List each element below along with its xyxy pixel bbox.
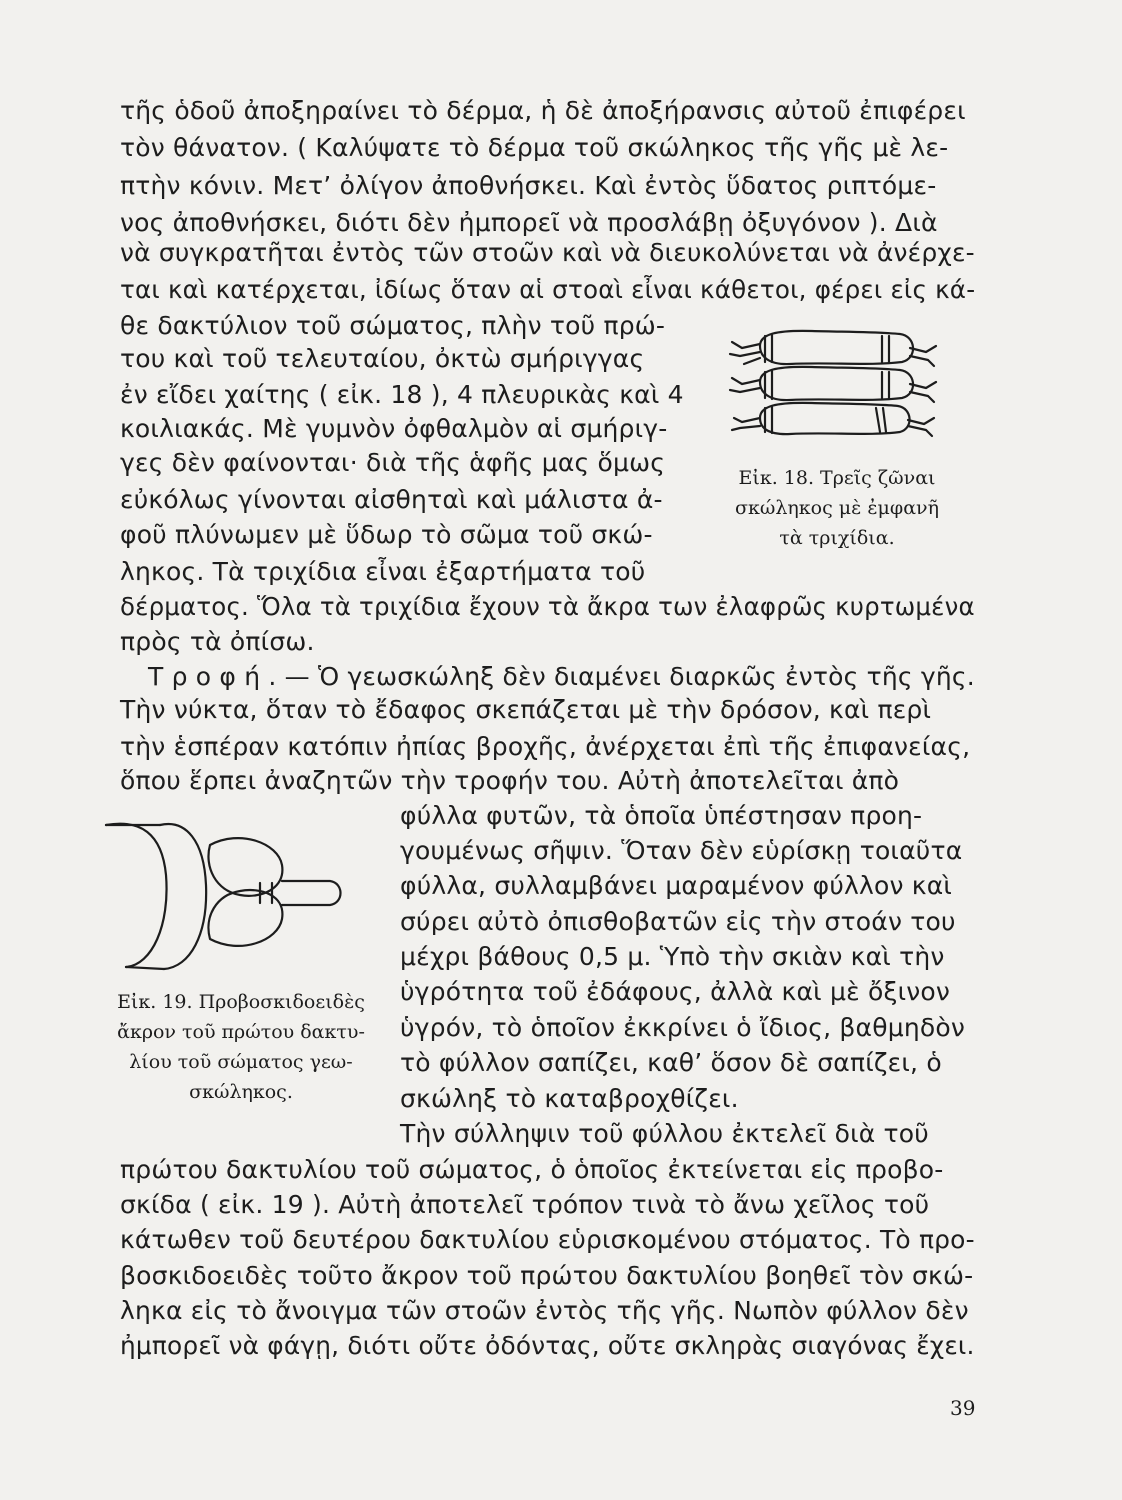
text-line: κοιλιακάς. Μὲ γυμνὸν ὀφθαλμὸν αἱ σμήριγ-	[120, 414, 668, 443]
page-number: 39	[950, 1396, 976, 1420]
figure-19-caption-line: ἄκρον τοῦ πρώτου δακτυ-	[117, 1021, 365, 1043]
text-line: γες δὲν φαίνονται· διὰ τῆς ἁφῆς μας ὅμως	[120, 448, 666, 477]
text-line: πρώτου δακτυλίου τοῦ σώματος, ὁ ὁποῖος ἐκτείνεται εἰς προβο-	[120, 1155, 944, 1184]
text-line: σκώληξ τὸ καταβροχθίζει.	[400, 1084, 739, 1113]
section-heading-line: Τ ρ ο φ ή . — Ὁ γεωσκώληξ δὲν διαμένει διαρκῶς ἐντὸς τῆς γῆς.	[148, 662, 975, 691]
figure-18-caption-line: Εἰκ. 18. Τρεῖς ζῶναι	[738, 467, 936, 489]
text-line: Τὴν σύλληψιν τοῦ φύλλου ἐκτελεῖ διὰ τοῦ	[400, 1119, 929, 1148]
text-line: τὸν θάνατον. ( Καλύψατε τὸ δέρμα τοῦ σκώληκος τῆς γῆς μὲ λε-	[120, 133, 949, 162]
text-line: ὑγρότητα τοῦ ἐδάφους, ἀλλὰ καὶ μὲ ὄξινον	[400, 977, 951, 1006]
text-line: σύρει αὐτὸ ὀπισθοβατῶν εἰς τὴν στοάν του	[400, 907, 956, 936]
text-line: τὴν ἑσπέραν κατόπιν ἠπίας βροχῆς, ἀνέρχεται ἐπὶ τῆς ἐπιφανείας,	[120, 732, 971, 761]
text-line: ληκος. Τὰ τριχίδια εἶναι ἐξαρτήματα τοῦ	[120, 557, 646, 586]
text-line: γουμένως σῆψιν. Ὅταν δὲν εὑρίσκῃ τοιαῦτα	[400, 836, 963, 865]
text-line: τῆς ὁδοῦ ἀποξηραίνει τὸ δέρμα, ἡ δὲ ἀποξήρανσις αὐτοῦ ἐπιφέρει	[120, 96, 966, 125]
text-line: ἐν εἴδει χαίτης ( εἰκ. 18 ), 4 πλευρικὰς καὶ 4	[120, 380, 684, 409]
text-line: φύλλα, συλλαμβάνει μαραμένον φύλλον καὶ	[400, 871, 953, 900]
text-line: εὐκόλως γίνονται αἰσθηταὶ καὶ μάλιστα ἀ-	[120, 485, 663, 514]
text-line: κάτωθεν τοῦ δευτέρου δακτυλίου εὑρισκομένου στόματος. Τὸ προ-	[120, 1225, 975, 1254]
text-line: νὰ συγκρατῆται ἐντὸς τῶν στοῶν καὶ νὰ διευκολύνεται νὰ ἀνέρχε-	[120, 238, 975, 267]
text-line: πτὴν κόνιν. Μετ’ ὀλίγον ἀποθνήσκει. Καὶ ἐντὸς ὕδατος ριπτόμε-	[120, 171, 937, 200]
text-line: πρὸς τὰ ὀπίσω.	[120, 627, 315, 656]
text-line: ληκα εἰς τὸ ἄνοιγμα τῶν στοῶν ἐντὸς τῆς γῆς. Νωπὸν φύλλον δὲν	[120, 1296, 969, 1325]
figure-19-caption-line: λίου τοῦ σώματος γεω-	[129, 1051, 353, 1073]
text-line: δέρματος. Ὅλα τὰ τριχίδια ἔχουν τὰ ἄκρα των ἐλαφρῶς κυρτωμένα	[120, 592, 975, 621]
text-line: ὅπου ἕρπει ἀναζητῶν τὴν τροφήν του. Αὐτὴ ἀποτελεῖται ἀπὸ	[120, 766, 900, 795]
text-line: βοσκιδοειδὲς τοῦτο ἄκρον τοῦ πρώτου δακτυλίου βοηθεῖ τὸν σκώ-	[120, 1261, 974, 1290]
text-line: ὑγρόν, τὸ ὁποῖον ἐκκρίνει ὁ ἴδιος, βαθμηδὸν	[400, 1013, 966, 1042]
text-line: ται καὶ κατέρχεται, ἰδίως ὅταν αἱ στοαὶ εἶναι κάθετοι, φέρει εἰς κά-	[120, 275, 976, 304]
text-line: μέχρι βάθους 0,5 μ. Ὑπὸ τὴν σκιὰν καὶ τὴν	[400, 942, 945, 971]
figure-18-worm-segments-illustration	[720, 322, 960, 452]
figure-19-caption-line: Εἰκ. 19. Προβοσκιδοειδὲς	[117, 991, 365, 1013]
figure-18-caption-line: σκώληκος μὲ ἐμφανῆ	[735, 497, 939, 519]
figure-19-caption-line: σκώληκος.	[189, 1081, 293, 1103]
text-line: ἠμπορεῖ νὰ φάγῃ, διότι οὔτε ὀδόντας, οὔτε σκληρὰς σιαγόνας ἔχει.	[120, 1331, 975, 1360]
text-line: νος ἀποθνήσκει, διότι δὲν ἠμπορεῖ νὰ προσλάβῃ ὀξυγόνον ). Διὰ	[120, 208, 938, 237]
text-line: σκίδα ( εἰκ. 19 ). Αὐτὴ ἀποτελεῖ τρόπον τινὰ τὸ ἄνω χεῖλος τοῦ	[120, 1190, 930, 1219]
text-line: Τὴν νύκτα, ὅταν τὸ ἔδαφος σκεπάζεται μὲ τὴν δρόσον, καὶ περὶ	[120, 695, 932, 724]
text-line: θε δακτύλιον τοῦ σώματος, πλὴν τοῦ πρώ-	[120, 311, 666, 340]
figure-18-caption-line: τὰ τριχίδια.	[779, 527, 895, 549]
text-line: φύλλα φυτῶν, τὰ ὁποῖα ὑπέστησαν προη-	[400, 801, 923, 830]
text-line: φοῦ πλύνωμεν μὲ ὕδωρ τὸ σῶμα τοῦ σκώ-	[120, 520, 653, 549]
figure-19-proboscis-illustration	[100, 815, 350, 980]
text-line: του καὶ τοῦ τελευταίου, ὀκτὼ σμήριγγας	[120, 344, 645, 373]
text-line: τὸ φύλλον σαπίζει, καθ’ ὅσον δὲ σαπίζει, ὁ	[400, 1048, 942, 1077]
